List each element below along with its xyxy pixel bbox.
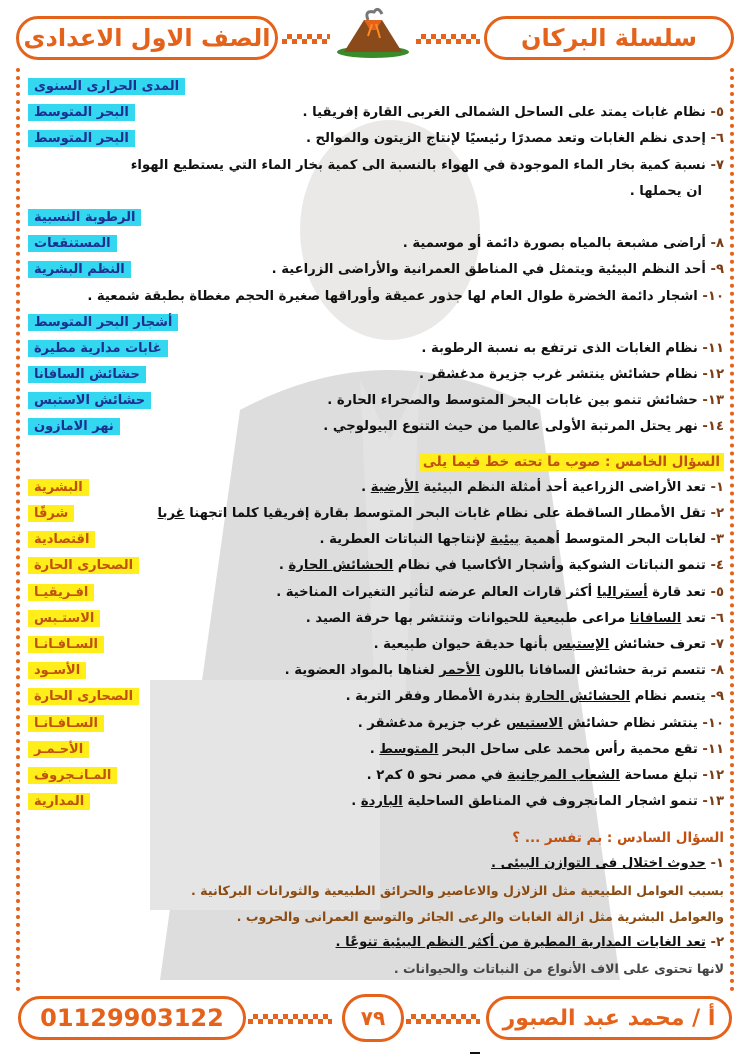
checker-divider xyxy=(406,1014,480,1024)
correction-row xyxy=(28,791,724,817)
question-number: ٩- xyxy=(710,262,724,278)
correction-row xyxy=(28,660,724,686)
question-row xyxy=(28,286,724,312)
underlined-term: الاستبس xyxy=(506,715,563,731)
question-number: ٦- xyxy=(710,610,724,626)
question-row xyxy=(28,155,724,181)
question-text: يتسم نظام xyxy=(630,689,706,705)
question-text: تنمو اشجار المانجروف في المناطق الساحلية xyxy=(402,794,698,810)
question-text-end: غرب جزيرة مدغشقر . xyxy=(357,715,507,731)
correction-row xyxy=(28,634,724,660)
answer-highlight: أشجار البحر المتوسط xyxy=(28,314,178,331)
question-number: ٥- xyxy=(710,584,724,600)
question-text-end: بندرة الأمطار وفقر التربة . xyxy=(345,689,526,705)
answer-text-row xyxy=(28,880,724,906)
underlined-term: الأرضية xyxy=(370,479,419,495)
question-number: ١٤- xyxy=(702,419,724,435)
question-number: ١- xyxy=(710,479,724,495)
question-text: تقع محمية رأس محمد على ساحل البحر xyxy=(438,741,698,757)
correction-row xyxy=(28,555,724,581)
section5-heading: السؤال الخامس : صوب ما تحته خط فيما يلى xyxy=(419,453,724,471)
answer-highlight: نهر الامازون xyxy=(28,418,120,435)
question-text: نسبة كمية بخار الماء الموجودة في الهواء بالنسبة الى كمية بخار الماء التي يستطيع الهواء xyxy=(130,157,706,173)
question-text-end: أكثر قارات العالم عرضه لتأثير التغيرات المناخية . xyxy=(276,584,597,600)
underlined-term: الباردة xyxy=(360,794,403,810)
checker-divider xyxy=(416,34,480,44)
question-text-end: بأنها حديقة حيوان طبيعية . xyxy=(373,636,553,652)
question-number: ١٢- xyxy=(702,767,724,783)
question-number: ١٠- xyxy=(702,715,724,731)
question-number: ١٠- xyxy=(702,288,724,304)
question-text-end: . xyxy=(369,741,380,757)
underlined-term: المتوسط xyxy=(379,741,439,757)
question-number: ٤- xyxy=(710,558,724,574)
underlined-term: أستراليا xyxy=(596,584,648,600)
answer-row xyxy=(28,312,724,338)
question-text: حشائش تنمو بين غابات البحر المتوسط والصحراء الحارة . xyxy=(327,393,698,409)
answer-text: بسبب العوامل الطبيعية مثل الزلازل والاعاصير والحرائق الطبيعية والثورانات البركانية . xyxy=(191,882,724,898)
correction-row xyxy=(28,713,724,739)
underlined-term: الشعاب المرجانية xyxy=(507,767,620,783)
correction-answer: شرقًا xyxy=(28,505,74,522)
question-text: ينتشر نظام حشائش xyxy=(562,715,698,731)
correction-answer: افـريقيـا xyxy=(28,584,94,601)
question-number: ١٣- xyxy=(702,393,724,409)
question-row xyxy=(28,364,724,390)
question-text: تعد الأراضى الزراعية أحد أمثلة النظم البيئية xyxy=(418,479,706,495)
question-text-end: . xyxy=(361,479,371,495)
correction-row xyxy=(28,686,724,712)
answer-highlight: غابات مدارية مطيرة xyxy=(28,340,168,357)
correction-answer: الأحـمـر xyxy=(28,741,89,758)
correction-answer: المدارية xyxy=(28,793,90,810)
question-row xyxy=(28,181,724,207)
question-text-end: لإنتاجها النباتات العطرية . xyxy=(319,532,491,548)
underlined-term: الأحمر xyxy=(439,663,481,679)
question-text-end: لغناها بالمواد العضوية . xyxy=(284,663,440,679)
question-text: تبلغ مساحة xyxy=(619,767,698,783)
answer-text-row xyxy=(28,906,724,932)
underlined-term: الحشائش الحارة xyxy=(288,558,394,574)
question-number: ٥- xyxy=(710,105,724,121)
answer-text: والعوامل البشرية مثل ازالة الغابات والرعى الجائر والتوسع العمرانى والحروب . xyxy=(236,908,724,924)
correction-answer: البشرية xyxy=(28,479,89,496)
underlined-term: الإستبس xyxy=(552,636,610,652)
question-text: نظام حشائش ينتشر غرب جزيرة مدغشقر . xyxy=(419,367,698,383)
question-text: تنمو النباتات الشوكية وأشجار الأكاسيا في نظام xyxy=(393,558,706,574)
question-number: ١٢- xyxy=(702,367,724,383)
correction-answer: السـافـانـا xyxy=(28,636,104,653)
correction-row xyxy=(28,503,724,529)
correction-answer: المـانـجروف xyxy=(28,767,117,784)
question-row xyxy=(28,390,724,416)
correction-row xyxy=(28,608,724,634)
question-number: ٧- xyxy=(710,636,724,652)
question-text: اشجار دائمة الخضرة طوال العام لها جذور عميقة وأوراقها صغيرة الحجم مغطاة بطبقة شمعية . xyxy=(87,288,698,304)
question-number: ٨- xyxy=(710,663,724,679)
question-number: ٣- xyxy=(710,532,724,548)
answer-highlight: البحر المتوسط xyxy=(28,104,135,121)
question-text-end: مراعى طبيعية للحيوانات وتنتشر بها حرفة الصيد . xyxy=(305,610,630,626)
answer-highlight: الرطوبة النسبية xyxy=(28,209,141,226)
question-text: أحد النظم البيئية ويتمثل في المناطق العمرانية والأراضى الزراعية . xyxy=(271,262,706,278)
correction-row xyxy=(28,477,724,503)
correction-answer: الصحارى الحارة xyxy=(28,557,139,574)
question-row xyxy=(28,416,724,442)
question-number: ٧- xyxy=(710,157,724,173)
grade-title: الصف الاول الاعدادى xyxy=(16,16,278,60)
question-text: تتسم تربة حشائش السافانا باللون xyxy=(480,663,706,679)
correction-answer: السـافـانـا xyxy=(28,715,104,732)
answer-highlight: البحر المتوسط xyxy=(28,130,135,147)
section-heading-row xyxy=(28,827,724,853)
question-text: إحدى نظم الغابات وتعد مصدرًا رئيسيًا لإنتاج الزيتون والموالح . xyxy=(305,131,706,147)
question-text: ان يحملها . xyxy=(629,183,702,199)
question-row xyxy=(28,233,724,259)
question-text: تعد قارة xyxy=(647,584,706,600)
question-text: تعد xyxy=(681,610,706,626)
correction-answer: الصحارى الحارة xyxy=(28,688,139,705)
question-number: ١٣- xyxy=(702,794,724,810)
question-number: ١١- xyxy=(702,340,724,356)
question-number: ٢- xyxy=(710,506,724,521)
answer-highlight: المستنقعات xyxy=(28,235,117,252)
question-text: نظام الغابات الذى ترتفع به نسبة الرطوبة . xyxy=(421,340,698,356)
question-number: ١- xyxy=(710,856,724,872)
correction-row xyxy=(28,582,724,608)
answer-highlight: حشائش الاستبس xyxy=(28,392,151,409)
question-text-end: . xyxy=(351,794,361,810)
correction-row xyxy=(28,529,724,555)
answer-highlight: حشائش السافانا xyxy=(28,366,146,383)
question-row xyxy=(28,338,724,364)
section6-heading: السؤال السادس : بم تفسر ... ؟ xyxy=(512,830,724,847)
question-number: ٦- xyxy=(710,131,724,147)
question-text: نظام غابات يمتد على الساحل الشمالى الغربى القارة إفريقيا . xyxy=(302,105,706,121)
answer-text-row xyxy=(28,958,724,984)
series-title: سلسلة البركان xyxy=(484,16,734,60)
correction-answer: الأسـود xyxy=(28,662,86,679)
worksheet-content xyxy=(28,76,724,984)
page-mark xyxy=(470,1052,480,1054)
answer-highlight: النظم البشرية xyxy=(28,261,131,278)
correction-answer: الاستـبس xyxy=(28,610,100,627)
question-text: نهر يحتل المرتبة الأولى عالميا من حيث التنوع البيولوجي . xyxy=(323,419,698,435)
question-text: تعرف حشائش xyxy=(609,636,706,652)
underlined-term: غربا xyxy=(157,506,185,521)
author-name: أ / محمد عبد الصبور xyxy=(486,996,732,1040)
question-number: ٨- xyxy=(710,236,724,252)
answer-row xyxy=(28,207,724,233)
underlined-term: السافانا xyxy=(629,610,682,626)
answer-highlight: المدى الحرارى السنوى xyxy=(28,78,185,95)
question-text: لغابات البحر المتوسط أهمية xyxy=(519,532,706,548)
question-number: ٩- xyxy=(710,689,724,705)
question-text: تعد الغابات المدارية المطيرة من أكثر النظم البيئية تنوعًا . xyxy=(335,935,706,950)
checker-divider xyxy=(282,34,330,44)
answer-text: لانها تحتوى على الاف الأنواع من النباتات والحيوانات . xyxy=(393,961,724,977)
underlined-term: الحشائش الحارة xyxy=(525,689,631,705)
question-row xyxy=(28,128,724,154)
question-text: تقل الأمطار الساقطة على نظام غابات البحر المتوسط بقارة إفريقيا كلما اتجهنا xyxy=(184,506,706,521)
underlined-term: بيئية xyxy=(490,532,520,548)
question-row xyxy=(28,102,724,128)
question-text: حدوث اختلال فى التوازن البيئى . xyxy=(491,856,706,872)
checker-divider xyxy=(248,1014,332,1024)
answer-row xyxy=(28,76,724,102)
question-text: أراضى مشبعة بالمياه بصورة دائمة أو موسمية . xyxy=(402,236,706,252)
correction-row xyxy=(28,765,724,791)
page-number: ٧٩ xyxy=(342,994,404,1042)
question-text-end: . xyxy=(278,558,289,574)
correction-answer: اقتصادية xyxy=(28,531,95,548)
section-heading-row xyxy=(28,451,724,477)
section5-list xyxy=(28,477,724,817)
question-row xyxy=(28,853,724,879)
volcano-icon xyxy=(334,6,412,60)
correction-row xyxy=(28,739,724,765)
question-text-end: في مصر نحو ٥ كم٢ . xyxy=(366,767,508,783)
phone-number: 01129903122 xyxy=(18,996,246,1040)
question-number: ١١- xyxy=(702,741,724,757)
question-number: ٢- xyxy=(710,935,724,950)
question-row xyxy=(28,932,724,958)
question-row xyxy=(28,259,724,285)
